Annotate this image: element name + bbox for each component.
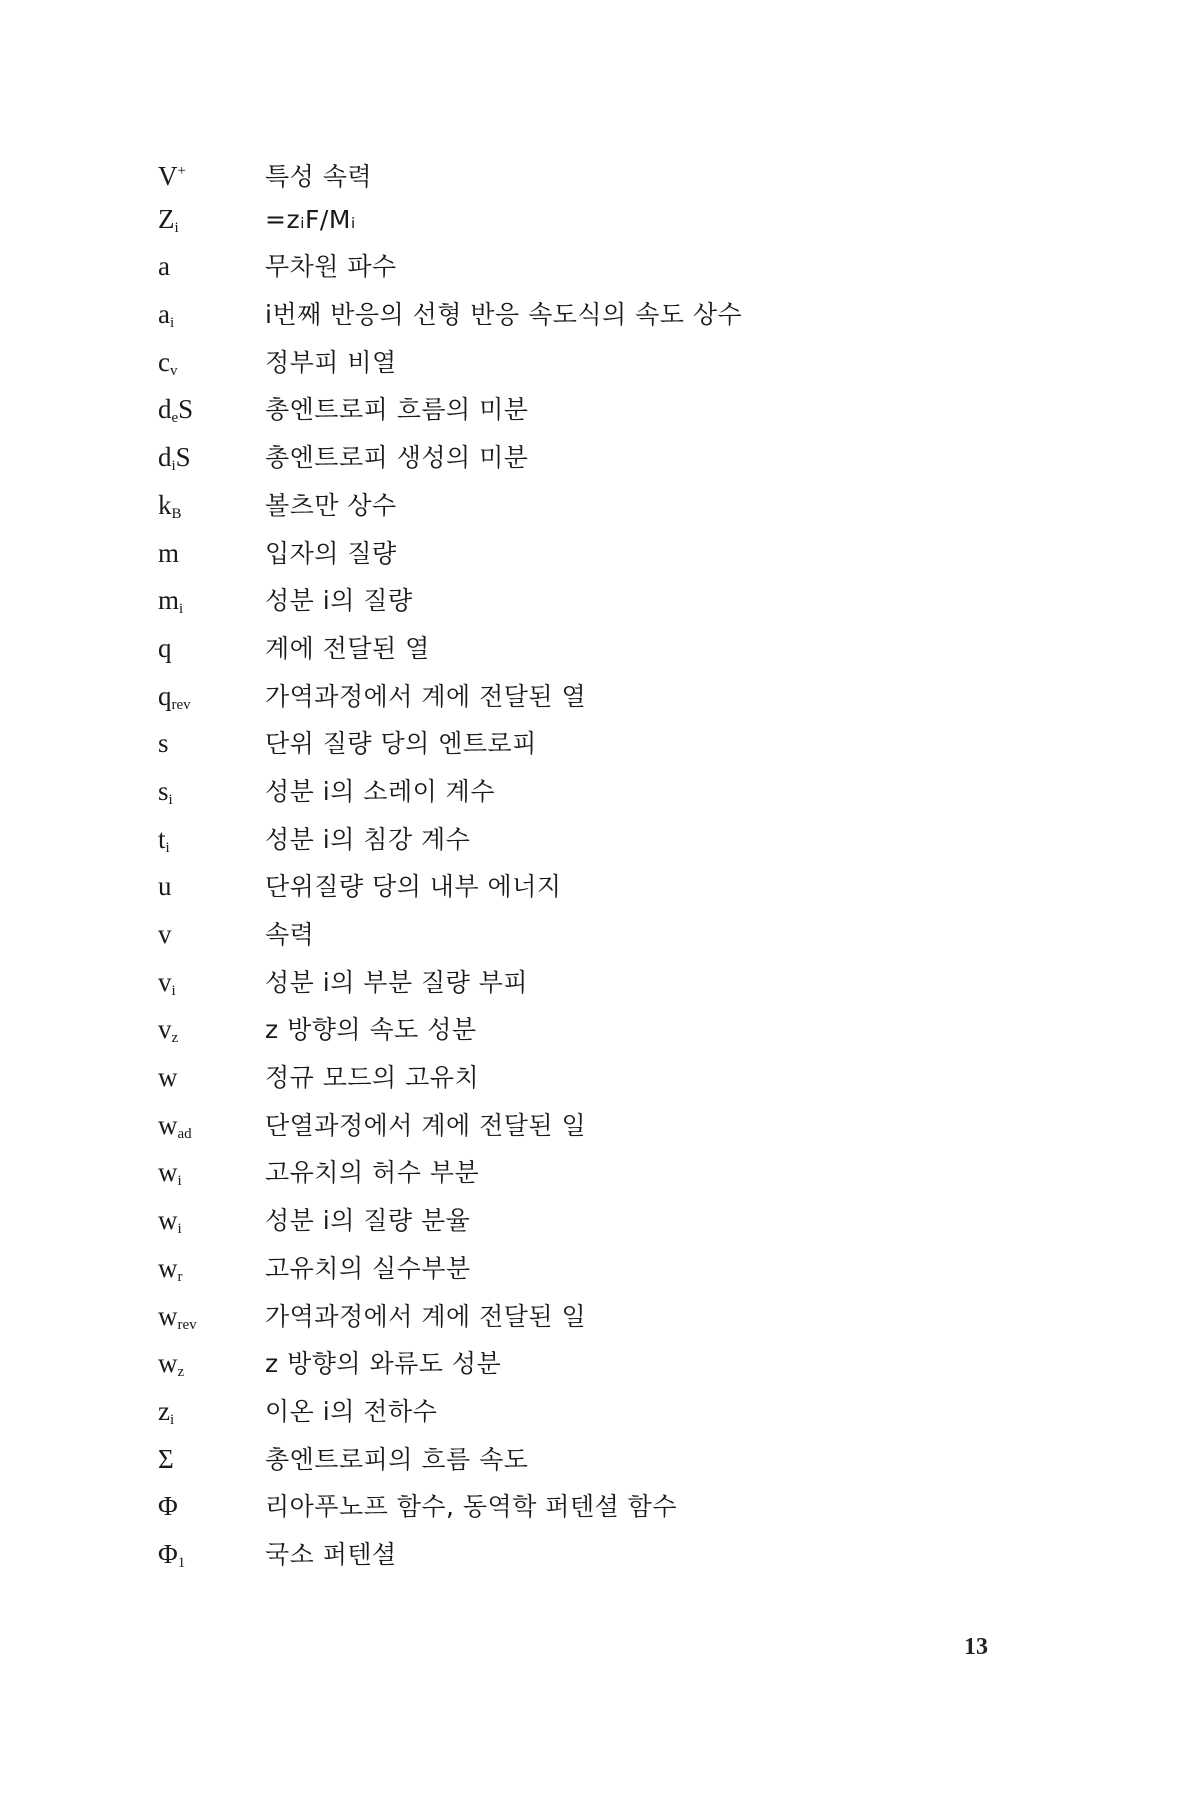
symbol xyxy=(158,1436,265,1484)
symbol-entry xyxy=(158,1245,1058,1293)
symbol xyxy=(158,148,265,201)
symbol-description: 성분 i의 부분 질량 부피 xyxy=(265,967,529,997)
symbol-base: v xyxy=(158,919,172,949)
symbol-base: a xyxy=(158,251,170,282)
symbol-description: 성분 i의 소레이 계수 xyxy=(265,776,495,806)
symbol-entry xyxy=(158,1483,1058,1531)
symbol-description: =zᵢF/Mᵢ xyxy=(265,204,356,234)
symbol-base: c xyxy=(158,346,170,377)
symbol xyxy=(158,1531,265,1588)
symbol-base: w xyxy=(158,1348,178,1379)
symbol-entry xyxy=(158,1149,1058,1197)
symbol-subscript: i xyxy=(179,601,184,618)
symbol-entry xyxy=(158,1102,1058,1150)
symbol-description: 가역과정에서 계에 전달된 일 xyxy=(265,1301,587,1331)
symbol-description: 총엔트로피 생성의 미분 xyxy=(265,443,529,473)
symbol-subscript: i xyxy=(174,219,179,236)
symbol-base: Φ xyxy=(158,1538,178,1569)
symbol-description: 성분 i의 침강 계수 xyxy=(265,824,471,854)
symbol-entry xyxy=(158,625,1058,673)
symbol-entry xyxy=(158,863,1058,911)
symbol-entry xyxy=(158,1531,1058,1579)
symbol-base: w xyxy=(158,1157,178,1188)
symbol-description: 성분 i의 질량 분율 xyxy=(265,1206,471,1236)
symbol-subscript: e xyxy=(171,410,179,427)
symbol-entry xyxy=(158,148,1058,196)
symbol-entry xyxy=(158,1054,1058,1102)
symbol-base: s xyxy=(158,775,169,806)
symbol-subscript: B xyxy=(171,505,182,522)
symbol-subscript: v xyxy=(169,362,178,379)
symbol xyxy=(158,863,265,911)
symbol-base: d xyxy=(158,442,172,473)
symbol-entry xyxy=(158,1006,1058,1054)
symbol-base: w xyxy=(158,1205,178,1236)
symbol-subscript: ad xyxy=(177,1125,192,1142)
symbol-description: z 방향의 속도 성분 xyxy=(265,1015,477,1045)
symbol-subscript: i xyxy=(177,1221,182,1238)
symbol-description: 입자의 질량 xyxy=(265,538,397,568)
symbol-subscript: 1 xyxy=(177,1554,186,1571)
symbol-base: q xyxy=(158,680,172,711)
symbol-base: d xyxy=(158,394,172,425)
symbol-entry xyxy=(158,1340,1058,1388)
symbol-base: V xyxy=(158,161,178,191)
symbol-entry xyxy=(158,959,1058,1007)
symbol-subscript: z xyxy=(171,1030,179,1047)
symbol-subscript: i xyxy=(165,839,170,856)
symbol-base: u xyxy=(158,871,172,902)
symbol-base: a xyxy=(158,299,170,330)
symbol-subscript: i xyxy=(168,791,173,808)
symbol-subscript: z xyxy=(177,1364,185,1381)
symbol-entry xyxy=(158,1197,1058,1245)
symbol-description: 계에 전달된 열 xyxy=(265,633,430,663)
symbol-base: Φ xyxy=(158,1491,178,1522)
symbol-subscript: i xyxy=(171,982,176,999)
symbol-entry xyxy=(158,386,1058,434)
symbol-base: w xyxy=(158,1109,178,1140)
symbol-description: 성분 i의 질량 xyxy=(265,586,413,616)
symbol-base: w xyxy=(158,1062,178,1093)
symbol-base: m xyxy=(158,585,180,616)
symbol-entry xyxy=(158,482,1058,530)
symbol-description: 단위 질량 당의 엔트로피 xyxy=(265,729,537,759)
symbol-subscript: i xyxy=(177,1173,182,1190)
symbol-base: v xyxy=(158,966,172,997)
symbol-description: 단위질량 당의 내부 에너지 xyxy=(265,872,562,902)
symbol-entry xyxy=(158,673,1058,721)
symbol-description: 국소 퍼텐셜 xyxy=(265,1539,397,1569)
symbol xyxy=(158,243,265,291)
symbol-entry xyxy=(158,339,1058,387)
page-number: 13 xyxy=(964,1634,988,1660)
symbol-entry xyxy=(158,1293,1058,1341)
symbol-entry xyxy=(158,291,1058,339)
symbol-description: 이온 i의 전하수 xyxy=(265,1396,438,1426)
symbol-base: Z xyxy=(158,203,175,234)
symbol-entry xyxy=(158,1436,1058,1484)
symbol-description: 속력 xyxy=(265,920,315,949)
symbol xyxy=(158,911,265,959)
symbol-base: w xyxy=(158,1300,178,1331)
symbol-description: 단열과정에서 계에 전달된 일 xyxy=(265,1110,587,1140)
symbol-entry xyxy=(158,434,1058,482)
symbol xyxy=(158,720,265,768)
symbol-subscript: i xyxy=(171,458,176,475)
symbol-base: t xyxy=(158,823,166,854)
symbol-base: s xyxy=(158,728,169,759)
symbol-entry xyxy=(158,530,1058,578)
symbol-description: 고유치의 실수부분 xyxy=(265,1253,471,1283)
symbol-entry xyxy=(158,196,1058,244)
symbol-entry xyxy=(158,720,1058,768)
symbol-description: 총엔트로피의 흐름 속도 xyxy=(265,1444,529,1474)
symbol-base: Σ xyxy=(158,1443,174,1474)
symbol-subscript: i xyxy=(169,315,175,332)
symbol-description: 볼츠만 상수 xyxy=(265,490,397,520)
symbol-description: 정규 모드의 고유치 xyxy=(265,1063,480,1093)
symbol xyxy=(158,530,265,578)
symbol-entry xyxy=(158,911,1058,959)
symbol-description: 총엔트로피 흐름의 미분 xyxy=(265,395,529,425)
symbol-description: 특성 속력 xyxy=(265,162,373,191)
symbol xyxy=(158,625,265,673)
symbol-description: i번째 반응의 선형 반응 속도식의 속도 상수 xyxy=(265,300,743,330)
symbol-superscript: + xyxy=(177,163,186,179)
symbol-description: 무차원 파수 xyxy=(265,252,397,282)
symbol-tail: S xyxy=(175,442,191,473)
symbol-base: k xyxy=(158,489,172,520)
symbol-subscript: rev xyxy=(171,696,191,713)
symbol-base: v xyxy=(158,1014,172,1045)
symbol-subscript: i xyxy=(169,1411,175,1428)
symbol-base: m xyxy=(158,537,180,568)
symbol-tail: S xyxy=(178,394,194,425)
symbol-description: 리아푸노프 함수, 동역학 퍼텐셜 함수 xyxy=(265,1492,677,1522)
symbol-entry xyxy=(158,243,1058,291)
symbol-entry xyxy=(158,577,1058,625)
symbol-entry xyxy=(158,1388,1058,1436)
symbol-base: q xyxy=(158,632,172,663)
symbol-entry xyxy=(158,816,1058,864)
symbol-entry xyxy=(158,768,1058,816)
symbol-list xyxy=(158,148,1058,1579)
symbol-description: 고유치의 허수 부분 xyxy=(265,1158,480,1188)
symbol-base: z xyxy=(158,1395,170,1426)
symbol-subscript: rev xyxy=(177,1316,197,1333)
symbol-description: z 방향의 와류도 성분 xyxy=(265,1349,502,1379)
symbol-base: w xyxy=(158,1252,178,1283)
symbol-description: 정부피 비열 xyxy=(265,347,397,377)
symbol-description: 가역과정에서 계에 전달된 열 xyxy=(265,681,587,711)
symbol xyxy=(158,1054,265,1102)
symbol-subscript: r xyxy=(177,1268,183,1285)
symbol xyxy=(158,1483,265,1531)
